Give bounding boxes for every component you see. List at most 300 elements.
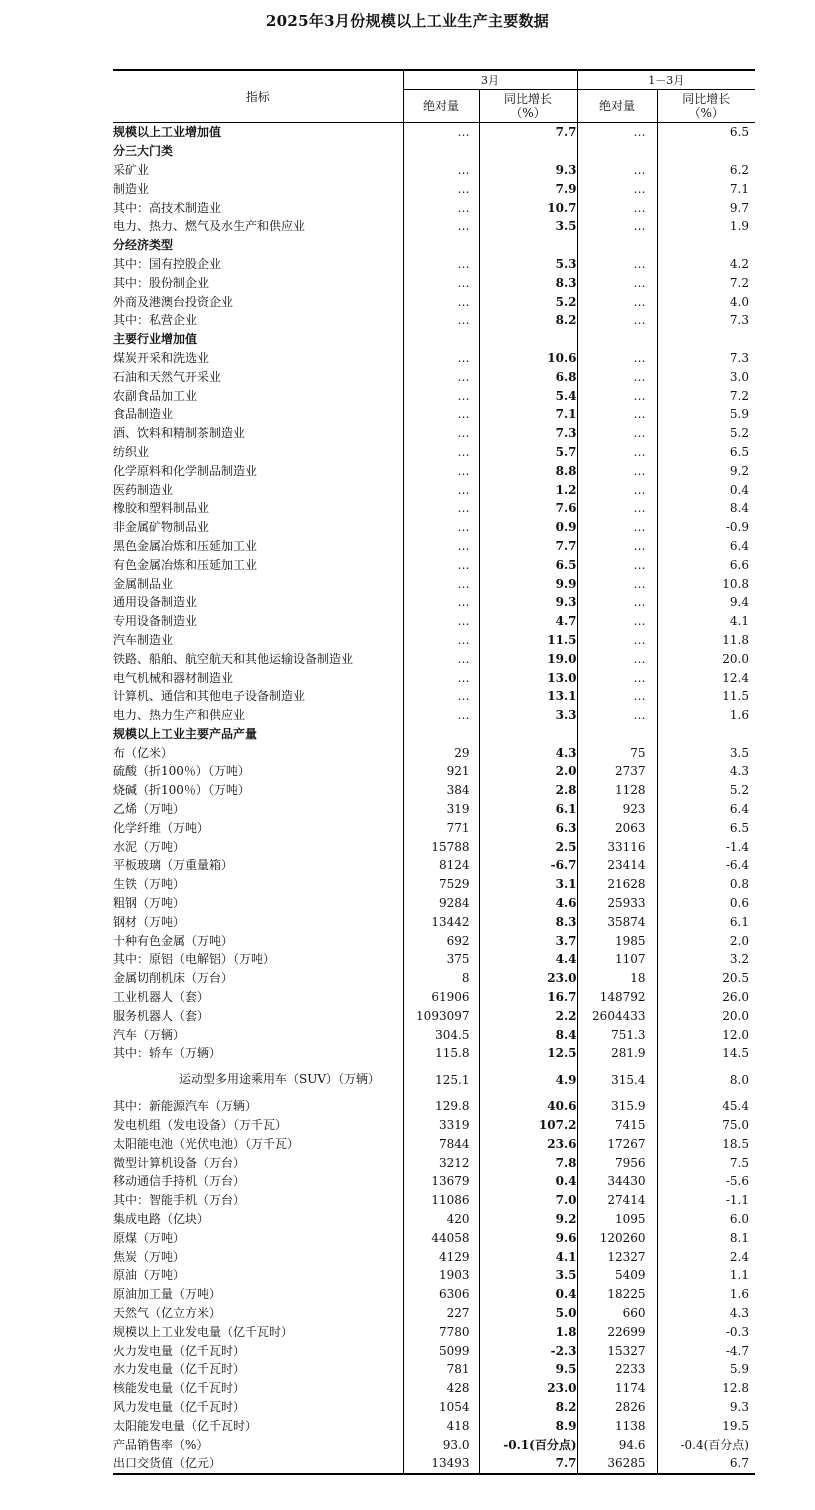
table-row	[113, 856, 755, 875]
row-label: 农副食品加工业	[113, 388, 198, 403]
cell-a: 44058	[403, 1228, 479, 1247]
cell-c: …	[577, 443, 657, 462]
cell-c: 1985	[577, 931, 657, 950]
header-group-q1: 1－3月	[577, 70, 755, 90]
cell-d: 4.1	[657, 612, 755, 631]
cell-a: 1093097	[403, 1006, 479, 1025]
cell-c: 36285	[577, 1454, 657, 1474]
header-indicator: 指标	[113, 70, 403, 123]
table-row	[113, 1379, 755, 1398]
row-label: 专用设备制造业	[113, 614, 198, 629]
cell-c: …	[577, 386, 657, 405]
cell-a: 13493	[403, 1454, 479, 1474]
cell-b: 5.7	[479, 443, 577, 462]
cell-d: 12.8	[657, 1379, 755, 1398]
row-label: 产品销售率（%）	[113, 1437, 209, 1452]
table-row	[113, 518, 755, 537]
cell-b: 8.8	[479, 461, 577, 480]
row-label: 其中：新能源汽车（万辆）	[113, 1099, 258, 1114]
cell-b: 19.0	[479, 649, 577, 668]
cell-a: …	[403, 480, 479, 499]
row-label: 汽车制造业	[113, 632, 174, 647]
row-label: 钢材（万吨）	[113, 914, 186, 929]
cell-a: 13679	[403, 1172, 479, 1191]
table-row	[113, 1247, 755, 1266]
table-row	[113, 461, 755, 480]
cell-c: 23414	[577, 856, 657, 875]
cell-d: 3.5	[657, 743, 755, 762]
cell-a: …	[403, 593, 479, 612]
table-row	[113, 349, 755, 368]
cell-c: 2737	[577, 762, 657, 781]
cell-a: …	[403, 518, 479, 537]
row-label: 电力、热力、燃气及水生产和供应业	[113, 219, 306, 234]
cell-a: 13442	[403, 912, 479, 931]
cell-d: 3.0	[657, 367, 755, 386]
row-label: 橡胶和塑料制品业	[113, 501, 210, 516]
table-row	[113, 499, 755, 518]
table-row	[113, 255, 755, 274]
row-label: 分经济类型	[113, 238, 174, 253]
row-label: 风力发电量（亿千瓦时）	[113, 1399, 246, 1414]
table-row	[113, 969, 755, 988]
row-label: 其中：私营企业	[113, 313, 198, 328]
cell-b: 8.3	[479, 273, 577, 292]
cell-a: 921	[403, 762, 479, 781]
cell-b: 23.6	[479, 1134, 577, 1153]
cell-b: 7.7	[479, 537, 577, 556]
cell-d: 7.3	[657, 311, 755, 330]
row-label: 制造业	[113, 181, 150, 196]
row-label: 水泥（万吨）	[113, 839, 186, 854]
cell-a	[403, 725, 479, 744]
cell-b: 23.0	[479, 1379, 577, 1398]
cell-d: 8.0	[657, 1063, 755, 1097]
cell-b: 8.9	[479, 1416, 577, 1435]
cell-a: 692	[403, 931, 479, 950]
cell-c: 315.4	[577, 1063, 657, 1097]
cell-b	[479, 725, 577, 744]
table-row	[113, 875, 755, 894]
cell-a: 7780	[403, 1322, 479, 1341]
cell-c: …	[577, 405, 657, 424]
cell-b: 4.1	[479, 1247, 577, 1266]
row-label: 十种有色金属（万吨）	[113, 933, 234, 948]
cell-b: 23.0	[479, 969, 577, 988]
cell-a: …	[403, 612, 479, 631]
row-label: 出口交货值（亿元）	[113, 1454, 403, 1474]
cell-b: 9.5	[479, 1360, 577, 1379]
cell-d: 3.2	[657, 950, 755, 969]
cell-c: 15327	[577, 1341, 657, 1360]
cell-d	[657, 330, 755, 349]
cell-d: 7.3	[657, 349, 755, 368]
cell-b: 3.5	[479, 217, 577, 236]
cell-d: 75.0	[657, 1116, 755, 1135]
table-row	[113, 668, 755, 687]
cell-d: 18.5	[657, 1134, 755, 1153]
cell-a: …	[403, 461, 479, 480]
cell-d: 0.4	[657, 480, 755, 499]
table-row	[113, 1025, 755, 1044]
row-label: 主要行业增加值	[113, 332, 198, 347]
table-row	[113, 1044, 755, 1063]
row-label: 工业机器人（套）	[113, 990, 210, 1005]
table-row	[113, 198, 755, 217]
cell-b: -6.7	[479, 856, 577, 875]
table-row	[113, 781, 755, 800]
cell-d: 8.1	[657, 1228, 755, 1247]
cell-c: 35874	[577, 912, 657, 931]
cell-d: 1.1	[657, 1266, 755, 1285]
cell-d: 5.9	[657, 405, 755, 424]
cell-b: 7.9	[479, 179, 577, 198]
table-row	[113, 837, 755, 856]
cell-d: 7.5	[657, 1153, 755, 1172]
cell-c: 17267	[577, 1134, 657, 1153]
table-row	[113, 687, 755, 706]
row-label: 通用设备制造业	[113, 595, 198, 610]
cell-b: 2.8	[479, 781, 577, 800]
cell-a: …	[403, 311, 479, 330]
table-row	[113, 894, 755, 913]
cell-d: 11.5	[657, 687, 755, 706]
cell-b: 0.9	[479, 518, 577, 537]
cell-c: 315.9	[577, 1097, 657, 1116]
table-row	[113, 593, 755, 612]
cell-c: 281.9	[577, 1044, 657, 1063]
cell-a	[403, 330, 479, 349]
cell-d: 9.2	[657, 461, 755, 480]
row-label: 布（亿米）	[113, 745, 174, 760]
cell-b: 9.6	[479, 1228, 577, 1247]
cell-d: -6.4	[657, 856, 755, 875]
production-data-table	[113, 69, 755, 1475]
cell-a: …	[403, 405, 479, 424]
cell-a: …	[403, 367, 479, 386]
table-row	[113, 443, 755, 462]
cell-c: …	[577, 480, 657, 499]
cell-d: 6.4	[657, 800, 755, 819]
table-body	[113, 123, 755, 1474]
cell-c	[577, 142, 657, 161]
cell-c: …	[577, 668, 657, 687]
cell-a: …	[403, 123, 479, 142]
cell-d	[657, 725, 755, 744]
cell-d: 4.3	[657, 1304, 755, 1323]
cell-d: 1.6	[657, 706, 755, 725]
cell-a: 781	[403, 1360, 479, 1379]
cell-c: 1174	[577, 1379, 657, 1398]
table-row	[113, 1172, 755, 1191]
cell-b: 12.5	[479, 1044, 577, 1063]
table-row	[113, 743, 755, 762]
cell-d: 7.2	[657, 273, 755, 292]
page-title: 2025年3月份规模以上工业生产主要数据	[265, 12, 550, 30]
cell-a: 1903	[403, 1266, 479, 1285]
row-label: 发电机组（发电设备）（万千瓦）	[113, 1118, 288, 1133]
cell-b: 5.3	[479, 255, 577, 274]
cell-b: 6.3	[479, 818, 577, 837]
row-label: 黑色金属冶炼和压延加工业	[113, 538, 258, 553]
cell-c: …	[577, 537, 657, 556]
cell-a: …	[403, 668, 479, 687]
row-label: 原油加工量（万吨）	[113, 1287, 222, 1302]
row-label: 移动通信手持机（万台）	[113, 1174, 246, 1189]
cell-b: 8.3	[479, 912, 577, 931]
cell-b: 6.8	[479, 367, 577, 386]
cell-d: 6.5	[657, 443, 755, 462]
table-row	[113, 555, 755, 574]
cell-a: 6306	[403, 1285, 479, 1304]
table-row	[113, 161, 755, 180]
cell-a: 428	[403, 1379, 479, 1398]
table-row	[113, 424, 755, 443]
cell-c: …	[577, 461, 657, 480]
row-label: 太阳能电池（光伏电池）（万千瓦）	[113, 1136, 300, 1151]
row-label: 化学纤维（万吨）	[113, 820, 210, 835]
table-row	[113, 386, 755, 405]
cell-d: 6.7	[657, 1454, 755, 1474]
table-row	[113, 273, 755, 292]
table-row	[113, 725, 755, 744]
table-row	[113, 706, 755, 725]
cell-c: 1138	[577, 1416, 657, 1435]
row-label: 其中：轿车（万辆）	[113, 1046, 222, 1061]
cell-b: 8.4	[479, 1025, 577, 1044]
cell-d: 6.0	[657, 1210, 755, 1229]
cell-d: 10.8	[657, 574, 755, 593]
cell-c: 2233	[577, 1360, 657, 1379]
table-row	[113, 292, 755, 311]
cell-c: …	[577, 706, 657, 725]
row-label: 核能发电量（亿千瓦时）	[113, 1381, 246, 1396]
cell-a: 7844	[403, 1134, 479, 1153]
cell-c	[577, 330, 657, 349]
row-label: 生铁（万吨）	[113, 877, 186, 892]
cell-b: -2.3	[479, 1341, 577, 1360]
cell-d: 14.5	[657, 1044, 755, 1063]
cell-b: 0.4	[479, 1172, 577, 1191]
table-row	[113, 179, 755, 198]
table-row	[113, 931, 755, 950]
cell-c: …	[577, 518, 657, 537]
table-row	[113, 1228, 755, 1247]
cell-a: 3319	[403, 1116, 479, 1135]
cell-b: 7.1	[479, 405, 577, 424]
cell-a: 375	[403, 950, 479, 969]
cell-c	[577, 236, 657, 255]
table-row	[113, 1266, 755, 1285]
cell-b: 7.3	[479, 424, 577, 443]
cell-d: 5.2	[657, 424, 755, 443]
table-row	[113, 612, 755, 631]
row-label: 平板玻璃（万重量箱）	[113, 858, 234, 873]
cell-a: …	[403, 499, 479, 518]
cell-b: 13.0	[479, 668, 577, 687]
cell-d: 4.2	[657, 255, 755, 274]
cell-b: 8.2	[479, 311, 577, 330]
table-row	[113, 912, 755, 931]
cell-a: 9284	[403, 894, 479, 913]
cell-c: …	[577, 123, 657, 142]
row-label: 服务机器人（套）	[113, 1008, 210, 1023]
row-label: 汽车（万辆）	[113, 1027, 186, 1042]
table-row	[113, 1006, 755, 1025]
cell-a: 319	[403, 800, 479, 819]
cell-a: 418	[403, 1416, 479, 1435]
row-label: 其中：股份制企业	[113, 275, 210, 290]
cell-d: 4.3	[657, 762, 755, 781]
cell-a: 1054	[403, 1398, 479, 1417]
cell-b: 4.7	[479, 612, 577, 631]
cell-b: 2.0	[479, 762, 577, 781]
row-label: 水力发电量（亿千瓦时）	[113, 1362, 246, 1377]
table-row	[113, 1153, 755, 1172]
table-row	[113, 537, 755, 556]
table-row	[113, 1097, 755, 1116]
cell-c: 1095	[577, 1210, 657, 1229]
row-label: 硫酸（折100％）（万吨）	[113, 764, 250, 779]
table-row	[113, 1435, 755, 1454]
table-row	[113, 649, 755, 668]
cell-b: 7.6	[479, 499, 577, 518]
cell-c: 923	[577, 800, 657, 819]
row-label: 原煤（万吨）	[113, 1230, 186, 1245]
cell-d	[657, 142, 755, 161]
cell-b: 4.4	[479, 950, 577, 969]
cell-b: 7.7	[479, 123, 577, 142]
cell-a: …	[403, 161, 479, 180]
cell-d: 0.8	[657, 875, 755, 894]
cell-c: …	[577, 555, 657, 574]
cell-c: …	[577, 424, 657, 443]
cell-c: 120260	[577, 1228, 657, 1247]
cell-c: 22699	[577, 1322, 657, 1341]
row-label: 其中：智能手机（万台）	[113, 1193, 246, 1208]
table-row	[113, 1398, 755, 1417]
row-label: 烧碱（折100％）（万吨）	[113, 783, 250, 798]
cell-d: 20.5	[657, 969, 755, 988]
cell-c: …	[577, 574, 657, 593]
cell-c: 75	[577, 743, 657, 762]
cell-b: 9.3	[479, 161, 577, 180]
cell-c: …	[577, 612, 657, 631]
cell-d: 26.0	[657, 988, 755, 1007]
cell-c: …	[577, 255, 657, 274]
cell-c: 1107	[577, 950, 657, 969]
cell-d: 4.0	[657, 292, 755, 311]
row-label: 纺织业	[113, 444, 150, 459]
row-label: 运动型多用途乘用车（SUV）（万辆）	[179, 1072, 381, 1087]
cell-d: -0.4(百分点)	[657, 1435, 755, 1454]
cell-c: 2063	[577, 818, 657, 837]
table-row	[113, 1116, 755, 1135]
cell-b: 16.7	[479, 988, 577, 1007]
row-label: 集成电路（亿块）	[113, 1212, 210, 1227]
header-q1-abs: 绝对量	[577, 90, 657, 123]
cell-c: …	[577, 311, 657, 330]
cell-c: 94.6	[577, 1435, 657, 1454]
cell-b	[479, 236, 577, 255]
cell-c: 7415	[577, 1116, 657, 1135]
cell-a: 11086	[403, 1191, 479, 1210]
cell-d: 19.5	[657, 1416, 755, 1435]
row-label: 电气机械和器材制造业	[113, 670, 234, 685]
cell-d: 9.3	[657, 1398, 755, 1417]
cell-a: 15788	[403, 837, 479, 856]
cell-d: 12.4	[657, 668, 755, 687]
row-label: 其中：高技术制造业	[113, 200, 222, 215]
row-label: 其中：原铝（电解铝）（万吨）	[113, 952, 276, 967]
cell-c: 21628	[577, 875, 657, 894]
cell-b: 3.1	[479, 875, 577, 894]
cell-a: …	[403, 706, 479, 725]
cell-c: 33116	[577, 837, 657, 856]
cell-a: …	[403, 443, 479, 462]
row-label: 粗钢（万吨）	[113, 896, 186, 911]
cell-c: …	[577, 649, 657, 668]
table-row	[113, 367, 755, 386]
cell-a: 115.8	[403, 1044, 479, 1063]
cell-b	[479, 330, 577, 349]
cell-a: 5099	[403, 1341, 479, 1360]
cell-b: 8.2	[479, 1398, 577, 1417]
cell-a: …	[403, 273, 479, 292]
cell-a: …	[403, 349, 479, 368]
cell-b: 11.5	[479, 631, 577, 650]
cell-d: 20.0	[657, 1006, 755, 1025]
table-row	[113, 1191, 755, 1210]
cell-a: …	[403, 574, 479, 593]
cell-c: …	[577, 349, 657, 368]
cell-b: 9.9	[479, 574, 577, 593]
cell-d: 0.6	[657, 894, 755, 913]
table-row	[113, 142, 755, 161]
cell-c: …	[577, 687, 657, 706]
cell-b: 3.5	[479, 1266, 577, 1285]
row-label: 规模以上工业发电量（亿千瓦时）	[113, 1324, 294, 1339]
cell-b	[479, 142, 577, 161]
cell-a: …	[403, 649, 479, 668]
table-row	[113, 950, 755, 969]
cell-d: 12.0	[657, 1025, 755, 1044]
cell-b: 10.7	[479, 198, 577, 217]
cell-d: 8.4	[657, 499, 755, 518]
cell-d: -4.7	[657, 1341, 755, 1360]
table-row	[113, 1285, 755, 1304]
cell-c: …	[577, 217, 657, 236]
cell-c: …	[577, 273, 657, 292]
cell-d: 6.2	[657, 161, 755, 180]
row-label: 焦炭（万吨）	[113, 1249, 186, 1264]
row-label: 天然气（亿立方米）	[113, 1306, 222, 1320]
table-row	[113, 818, 755, 837]
cell-c: …	[577, 499, 657, 518]
cell-d: 6.4	[657, 537, 755, 556]
cell-b: 1.8	[479, 1322, 577, 1341]
cell-b: 10.6	[479, 349, 577, 368]
cell-c: …	[577, 198, 657, 217]
cell-b: 13.1	[479, 687, 577, 706]
cell-c: 751.3	[577, 1025, 657, 1044]
table-row	[113, 123, 755, 142]
cell-b: 6.5	[479, 555, 577, 574]
cell-d: 6.5	[657, 818, 755, 837]
cell-a: …	[403, 179, 479, 198]
cell-d: 6.6	[657, 555, 755, 574]
cell-d: -5.6	[657, 1172, 755, 1191]
